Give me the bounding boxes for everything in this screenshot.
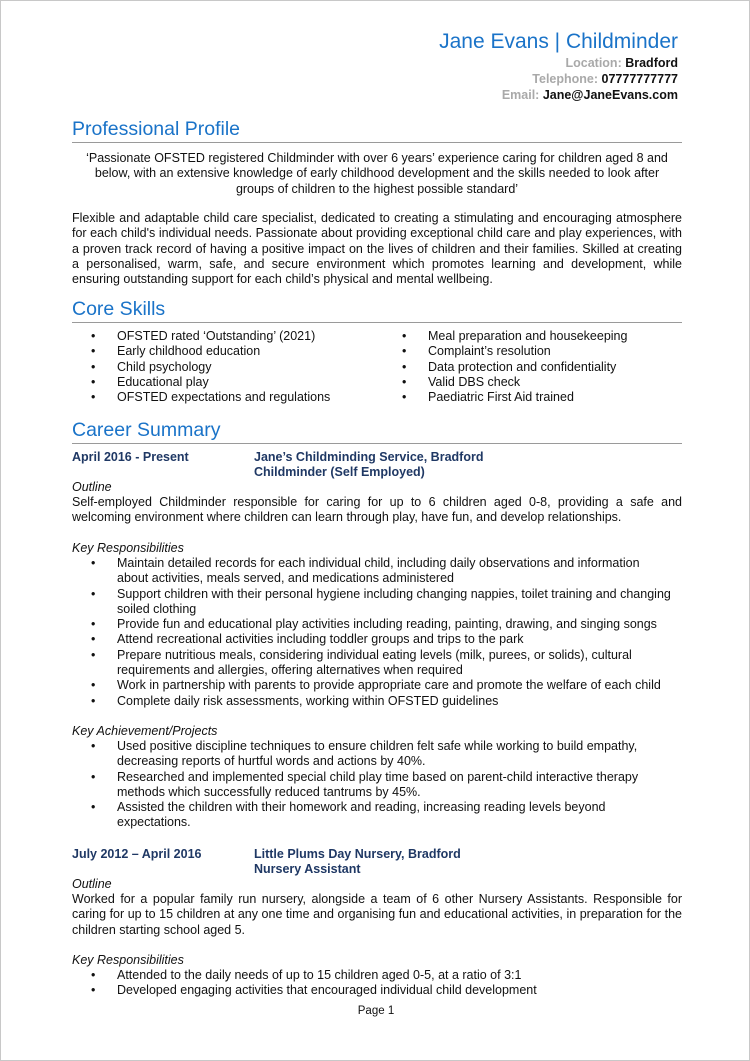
skill-item: • OFSTED expectations and regulations: [72, 390, 382, 405]
skills-heading: Core Skills: [72, 297, 682, 323]
profile-quote: [72, 151, 682, 197]
job-dates: July 2012 – April 2016: [72, 847, 202, 861]
skill-item: • Child psychology: [72, 360, 382, 375]
outline-label: Outline: [72, 480, 112, 494]
skill-item: • OFSTED rated ‘Outstanding’ (2021): [72, 329, 382, 344]
telephone-label: Telephone:: [532, 72, 599, 86]
list-item: • Provide fun and educational play activities including reading, painting, drawing, and singing songs: [72, 617, 682, 632]
contact-telephone: [439, 71, 678, 87]
email-label: Email:: [501, 88, 540, 102]
location-value: Bradford: [625, 56, 678, 70]
list-item: • Attended to the daily needs of up to 15 children aged 0-5, at a ratio of 3:1: [72, 968, 682, 983]
achievements-label: Key Achievement/Projects: [72, 724, 218, 738]
list-item: • Support children with their personal hygiene including changing nappies, toilet training and changing soiled clothing: [72, 587, 682, 618]
profile-quote-line: below, with an extensive knowledge of early childhood development and the skills needed to look after: [94, 166, 660, 181]
location-label: Location:: [565, 56, 622, 70]
list-item: • Work in partnership with parents to provide appropriate care and promote the welfare of each child: [72, 678, 682, 693]
list-item: • Researched and implemented special child play time based on parent-child interactive therapy methods which successfully reduced tantrums by 45%.: [72, 770, 682, 801]
skill-item: • Educational play: [72, 375, 382, 390]
job-outline: Worked for a popular family run nursery, alongside a team of 6 other Nursery Assistants. Responsible for caring for up to 15 children at any one time and organising fun and educational activities, in preparation for the children starting school aged 5.: [72, 892, 682, 937]
job-role: Childminder (Self Employed): [254, 465, 425, 479]
responsibilities-list: [72, 556, 682, 709]
responsibilities-label: Key Responsibilities: [72, 953, 184, 967]
job-outline: Self-employed Childminder responsible for caring for up to 6 children aged 0-8, providing a safe and welcoming environment where children can learn through play, have fun, and develop relationships.: [72, 495, 682, 525]
career-heading: Career Summary: [72, 418, 682, 444]
job-employer: Jane’s Childminding Service, Bradford: [254, 450, 484, 464]
responsibilities-list: [72, 968, 682, 999]
list-item: • Used positive discipline techniques to ensure children felt safe while working to build empathy, decreasing reports of hurtful words and actions by 40%.: [72, 739, 682, 770]
page-number: Page 1: [357, 1005, 395, 1017]
list-item: • Complete daily risk assessments, working within OFSTED guidelines: [72, 694, 682, 709]
skills-list-right: [383, 329, 683, 405]
outline-label: Outline: [72, 877, 112, 891]
contact-email: [439, 87, 678, 103]
cv-header: [439, 29, 678, 103]
profile-quote-line: groups of children to the highest possible standard’: [235, 181, 519, 196]
list-item: • Attend recreational activities including toddler groups and trips to the park: [72, 632, 682, 647]
skill-item: • Early childhood education: [72, 344, 382, 359]
skills-list-left: [72, 329, 382, 405]
contact-location: [439, 55, 678, 71]
candidate-name: Jane Evans | Childminder: [439, 30, 678, 53]
telephone-value: 07777777777: [601, 72, 678, 86]
job-employer: Little Plums Day Nursery, Bradford: [254, 847, 461, 861]
skill-item: • Paediatric First Aid trained: [383, 390, 683, 405]
profile-paragraph: Flexible and adaptable child care specialist, dedicated to creating a stimulating and encouraging atmosphere for each child's individual needs. Passionate about providing exceptional child care and play experiences, with a proven track record of having a positive impact on the lives of children and their families. Skilled at creating a personalised, warm, safe, and secure environment which promotes learning and development, while ensuring outstanding support for each child’s physical and mental wellbeing.: [72, 211, 682, 287]
skill-item: • Data protection and confidentiality: [383, 360, 683, 375]
list-item: • Developed engaging activities that encouraged individual child development: [72, 983, 682, 998]
responsibilities-label: Key Responsibilities: [72, 541, 184, 555]
email-value: Jane@JaneEvans.com: [542, 88, 678, 102]
achievements-list: [72, 739, 682, 831]
profile-quote-line: ‘Passionate OFSTED registered Childminder with over 6 years’ experience caring for children aged 8 and: [86, 151, 668, 165]
list-item: • Assisted the children with their homework and reading, increasing reading levels beyond expectations.: [72, 800, 682, 831]
skill-item: • Complaint’s resolution: [383, 344, 683, 359]
list-item: • Maintain detailed records for each individual child, including daily observations and information about activities, meals served, and medications administered: [72, 556, 682, 587]
list-item: • Prepare nutritious meals, considering individual eating levels (milk, purees, or solids), cultural requirements and allergies, offering alternatives when required: [72, 648, 682, 679]
skill-item: • Valid DBS check: [383, 375, 683, 390]
profile-heading: Professional Profile: [72, 117, 682, 143]
job-role: Nursery Assistant: [254, 862, 361, 876]
job-dates: April 2016 - Present: [72, 450, 189, 464]
skill-item: • Meal preparation and housekeeping: [383, 329, 683, 344]
